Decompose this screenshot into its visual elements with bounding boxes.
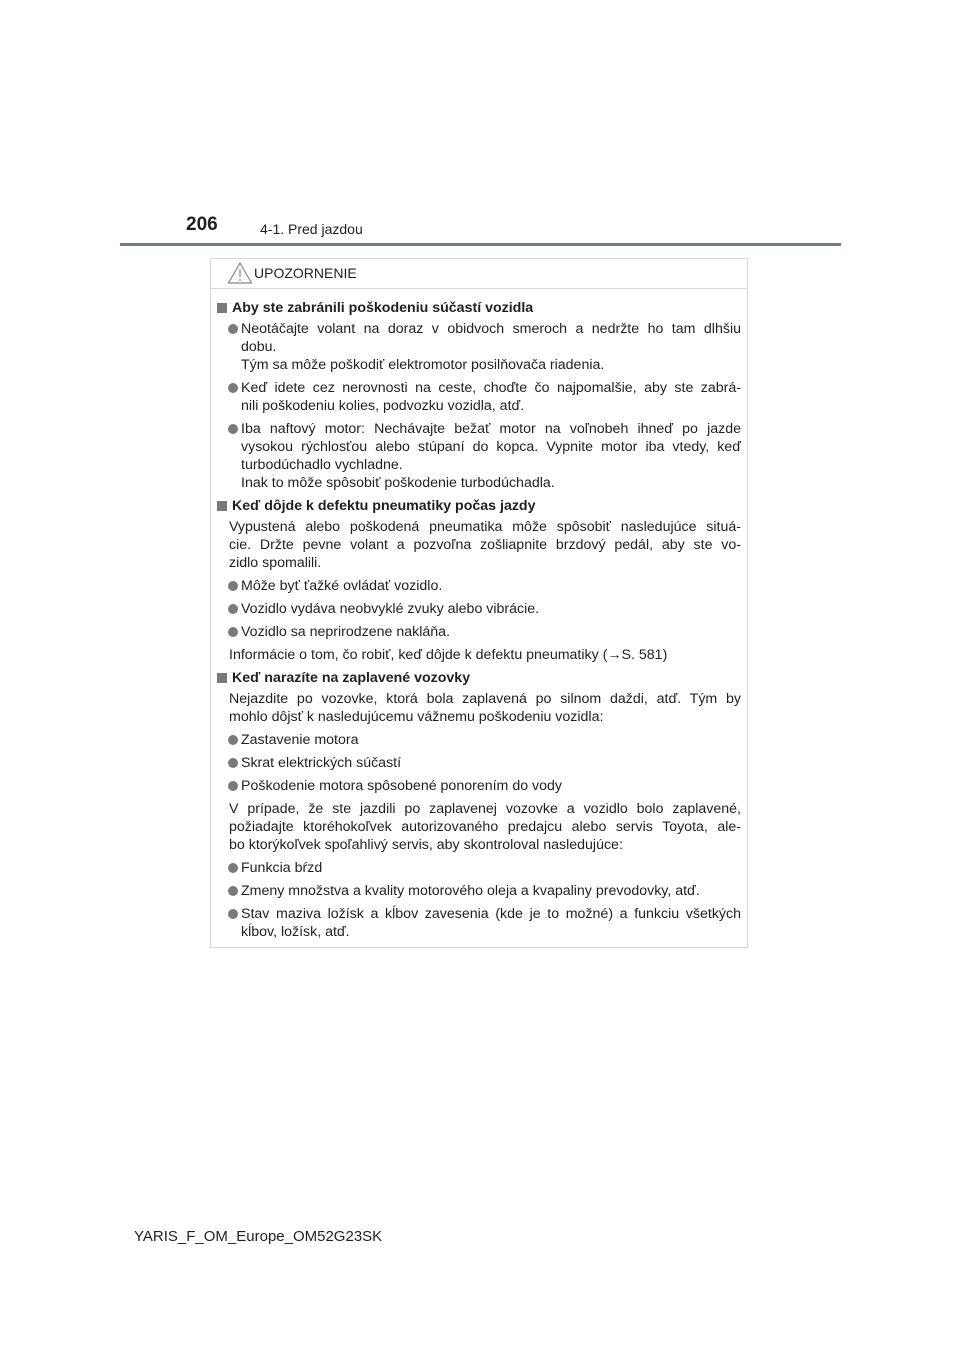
warning-label: UPOZORNENIE — [254, 265, 357, 281]
square-bullet-icon — [217, 501, 227, 511]
list-item: Neotáčajte volant na doraz v obidvoch smeroch a nedržte ho tam dlhšiu dobu. Tým sa môže poškodiť elektromotor posilňovača riadenia. — [217, 320, 741, 374]
list-item: Keď idete cez nerovnosti na ceste, choďte čo najpomalšie, aby ste zabrá- nili poškodeniu kolies, podvozku vozidla, atď. — [217, 379, 741, 415]
section-heading: Keď narazíte na zaplavené vozovky — [217, 669, 741, 687]
square-bullet-icon — [217, 673, 227, 683]
square-bullet-icon — [217, 303, 227, 313]
round-bullet-icon — [228, 581, 238, 591]
section-title: 4-1. Pred jazdou — [260, 221, 363, 237]
list-item: Vozidlo sa neprirodzene nakláňa. — [217, 623, 741, 641]
round-bullet-icon — [228, 758, 238, 768]
list-item: Poškodenie motora spôsobené ponorením do vody — [217, 777, 741, 795]
paragraph: V prípade, že ste jazdili po zaplavenej vozovke a vozidlo bolo zaplavené, požiadajte ktoréhokoľvek autorizovaného predajcu alebo servis Toyota, ale- bo ktorýkoľvek spoľahlivý servis, aby skontroloval nasledujúce: — [229, 801, 741, 853]
round-bullet-icon — [228, 627, 238, 637]
list-item: Môže byť ťažké ovládať vozidlo. — [217, 577, 741, 595]
round-bullet-icon — [228, 909, 238, 919]
section-heading: Aby ste zabránili poškodeniu súčastí vozidla — [217, 299, 741, 317]
round-bullet-icon — [228, 781, 238, 791]
round-bullet-icon — [228, 863, 238, 873]
round-bullet-icon — [228, 324, 238, 334]
paragraph: Informácie o tom, čo robiť, keď dôjde k defektu pneumatiky (→S. 581) — [229, 647, 668, 663]
round-bullet-icon — [228, 424, 238, 434]
warning-content — [211, 289, 747, 941]
warning-box — [210, 258, 748, 948]
document-code: YARIS_F_OM_Europe_OM52G23SK — [134, 1228, 383, 1245]
paragraph: Nejazdite po vozovke, ktorá bola zaplavená po silnom daždi, atď. Tým by mohlo dôjsť k nasledujúcemu vážnemu poškodeniu vozidla: — [229, 691, 741, 725]
list-item: Vozidlo vydáva neobvyklé zvuky alebo vibrácie. — [217, 600, 741, 618]
list-item: Skrat elektrických súčastí — [217, 754, 741, 772]
page-number: 206 — [186, 214, 218, 235]
list-item: Stav maziva ložísk a kĺbov zavesenia (kde je to možné) a funkciu všetkých kĺbov, ložísk, atď. — [217, 905, 741, 941]
round-bullet-icon — [228, 886, 238, 896]
round-bullet-icon — [228, 383, 238, 393]
header-rule — [120, 243, 841, 246]
paragraph: Vypustená alebo poškodená pneumatika môže spôsobiť nasledujúce situá- cie. Držte pevne volant a pozvoľna zošliapnite brzdový pedál, aby ste vo- zidlo spomalili. — [229, 519, 741, 571]
list-item: Funkcia bŕzd — [217, 859, 741, 877]
warning-triangle-icon — [227, 261, 253, 285]
page-footer — [0, 1228, 960, 1258]
list-item: Zastavenie motora — [217, 731, 741, 749]
warning-header — [211, 259, 747, 289]
round-bullet-icon — [228, 735, 238, 745]
list-item: Zmeny množstva a kvality motorového oleja a kvapaliny prevodovky, atď. — [217, 882, 741, 900]
section-heading: Keď dôjde k defektu pneumatiky počas jazdy — [217, 497, 741, 515]
page-header — [0, 0, 960, 250]
round-bullet-icon — [228, 604, 238, 614]
list-item: Iba naftový motor: Nechávajte bežať motor na voľnobeh ihneď po jazde vysokou rýchlosťou alebo stúpaní do kopca. Vypnite motor iba vtedy, keď turbodúchadlo vychladne. Inak to môže spôsobiť poškodenie turbodúchadla. — [217, 420, 741, 492]
